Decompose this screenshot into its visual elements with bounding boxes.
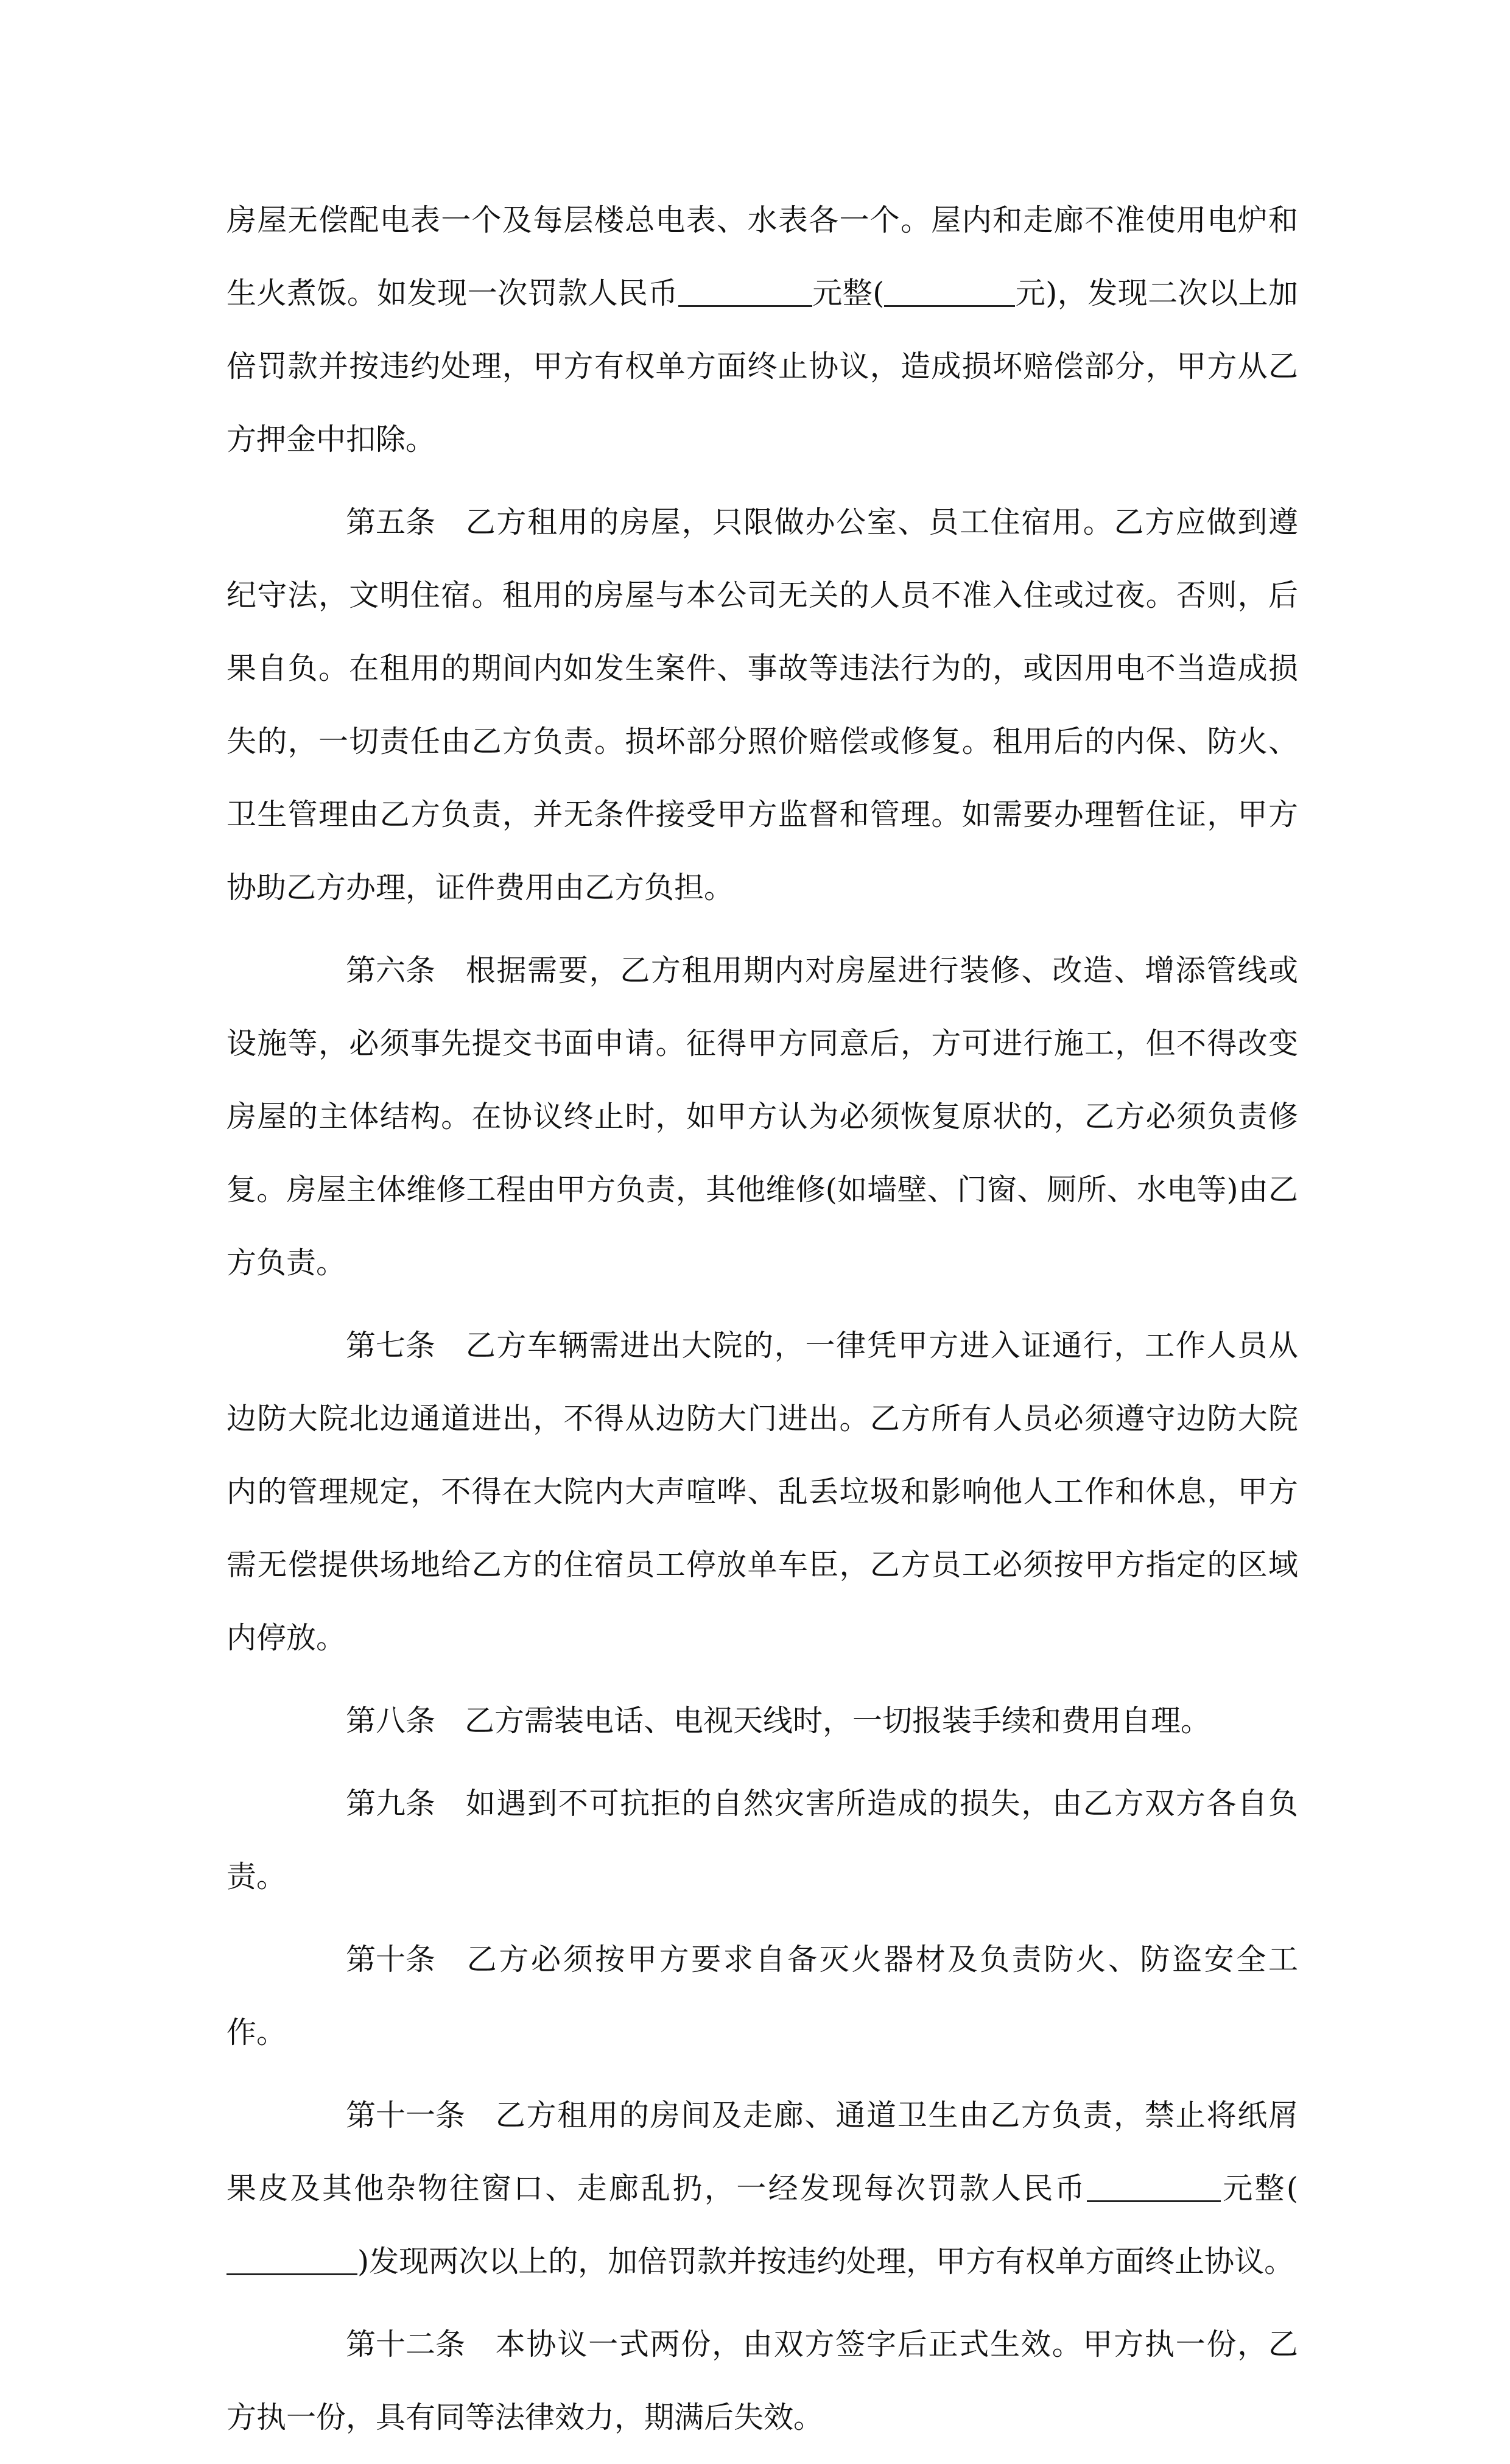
article-text: 乙方必须按甲方要求自备灭火器材及负责防火、防盗安全工作。 xyxy=(226,1942,1298,2050)
text-segment: 元整( xyxy=(812,276,885,311)
text-segment: )发现两次以上的，加倍罚款并按违约处理，甲方有权单方面终止协议。 xyxy=(357,2244,1294,2279)
article-text: 根据需要，乙方租用期内对房屋进行装修、改造、增添管线或设施等，必须事先提交书面申请。征得甲方同意后，方可进行施工，但不得改变房屋的主体结构。在协议终止时，如甲方认为必须恢复原状的，乙方必须负责修复。房屋主体维修工程由甲方负责，其他维修(如墙壁、门窗、厕所、水电等)由乙方负责。 xyxy=(226,953,1298,1280)
article-label: 第十条 xyxy=(346,1942,436,1977)
article-label: 第八条 xyxy=(346,1703,436,1738)
article-text: 乙方车辆需进出大院的，一律凭甲方进入证通行，工作人员从边防大院北边通道进出，不得从边防大门进出。乙方所有人员必须遵守边防大院内的管理规定，不得在大院内大声喧哗、乱丢垃圾和影响他人工作和休息，甲方需无偿提供场地给乙方的住宿员工停放单车臣，乙方员工必须按甲方指定的区域内停放。 xyxy=(226,1328,1298,1655)
article-label: 第九条 xyxy=(346,1786,436,1821)
paragraph-article-11 xyxy=(226,2079,1298,2298)
text-segment: 元整( xyxy=(1220,2171,1298,2206)
paragraph-article-7 xyxy=(226,1309,1298,1675)
text-segment: 元)，发现二次以上加倍罚款并按违约处理，甲方有权单方面终止协议，造成损坏赔偿部分，甲方从乙方押金中扣除。 xyxy=(226,276,1298,457)
fill-in-blank xyxy=(1087,2167,1221,2202)
paragraph-article-10 xyxy=(226,1923,1298,2069)
article-text: 本协议一式两份，由双方签字后正式生效。甲方执一份，乙方执一份，具有同等法律效力，期满后失效。 xyxy=(226,2327,1298,2435)
article-label: 第十一条 xyxy=(346,2098,466,2133)
article-label: 第五条 xyxy=(346,505,436,540)
fill-in-blank xyxy=(226,2240,357,2275)
text-segment: 房屋无偿配电表一个及每层楼总电表、水表各一个。屋内和走廊不准使用电炉和生火煮饭。如发现一次罚款人民币 xyxy=(226,203,1298,311)
article-text: 乙方需装电话、电视天线时，一切报装手续和费用自理。 xyxy=(465,1703,1211,1738)
paragraph-article-4-continued xyxy=(226,184,1298,476)
paragraph-article-6 xyxy=(226,934,1298,1300)
article-label: 第六条 xyxy=(346,953,436,988)
article-label: 第七条 xyxy=(346,1328,436,1363)
document-body xyxy=(226,184,1298,2464)
article-text: 乙方租用的房屋，只限做办公室、员工住宿用。乙方应做到遵纪守法，文明住宿。租用的房屋与本公司无关的人员不准入住或过夜。否则，后果自负。在租用的期间内如发生案件、事故等违法行为的，或因用电不当造成损失的，一切责任由乙方负责。损坏部分照价赔偿或修复。租用后的内保、防火、卫生管理由乙方负责，并无条件接受甲方监督和管理。如需要办理暂住证，甲方协助乙方办理，证件费用由乙方负担。 xyxy=(226,505,1298,905)
article-text: 乙方租用的房间及走廊、通道卫生由乙方负责，禁止将纸屑果皮及其他杂物往窗口、走廊乱扔，一经发现每次罚款人民币 xyxy=(226,2098,1298,2206)
paragraph-article-8 xyxy=(226,1684,1298,1758)
paragraph-article-12 xyxy=(226,2308,1298,2454)
paragraph-article-9 xyxy=(226,1767,1298,1913)
fill-in-blank xyxy=(678,272,812,307)
paragraph-article-5 xyxy=(226,486,1298,924)
fill-in-blank xyxy=(884,272,1015,307)
article-text: 如遇到不可抗拒的自然灾害所造成的损失，由乙方双方各自负责。 xyxy=(226,1786,1298,1894)
article-label: 第十二条 xyxy=(346,2327,466,2362)
